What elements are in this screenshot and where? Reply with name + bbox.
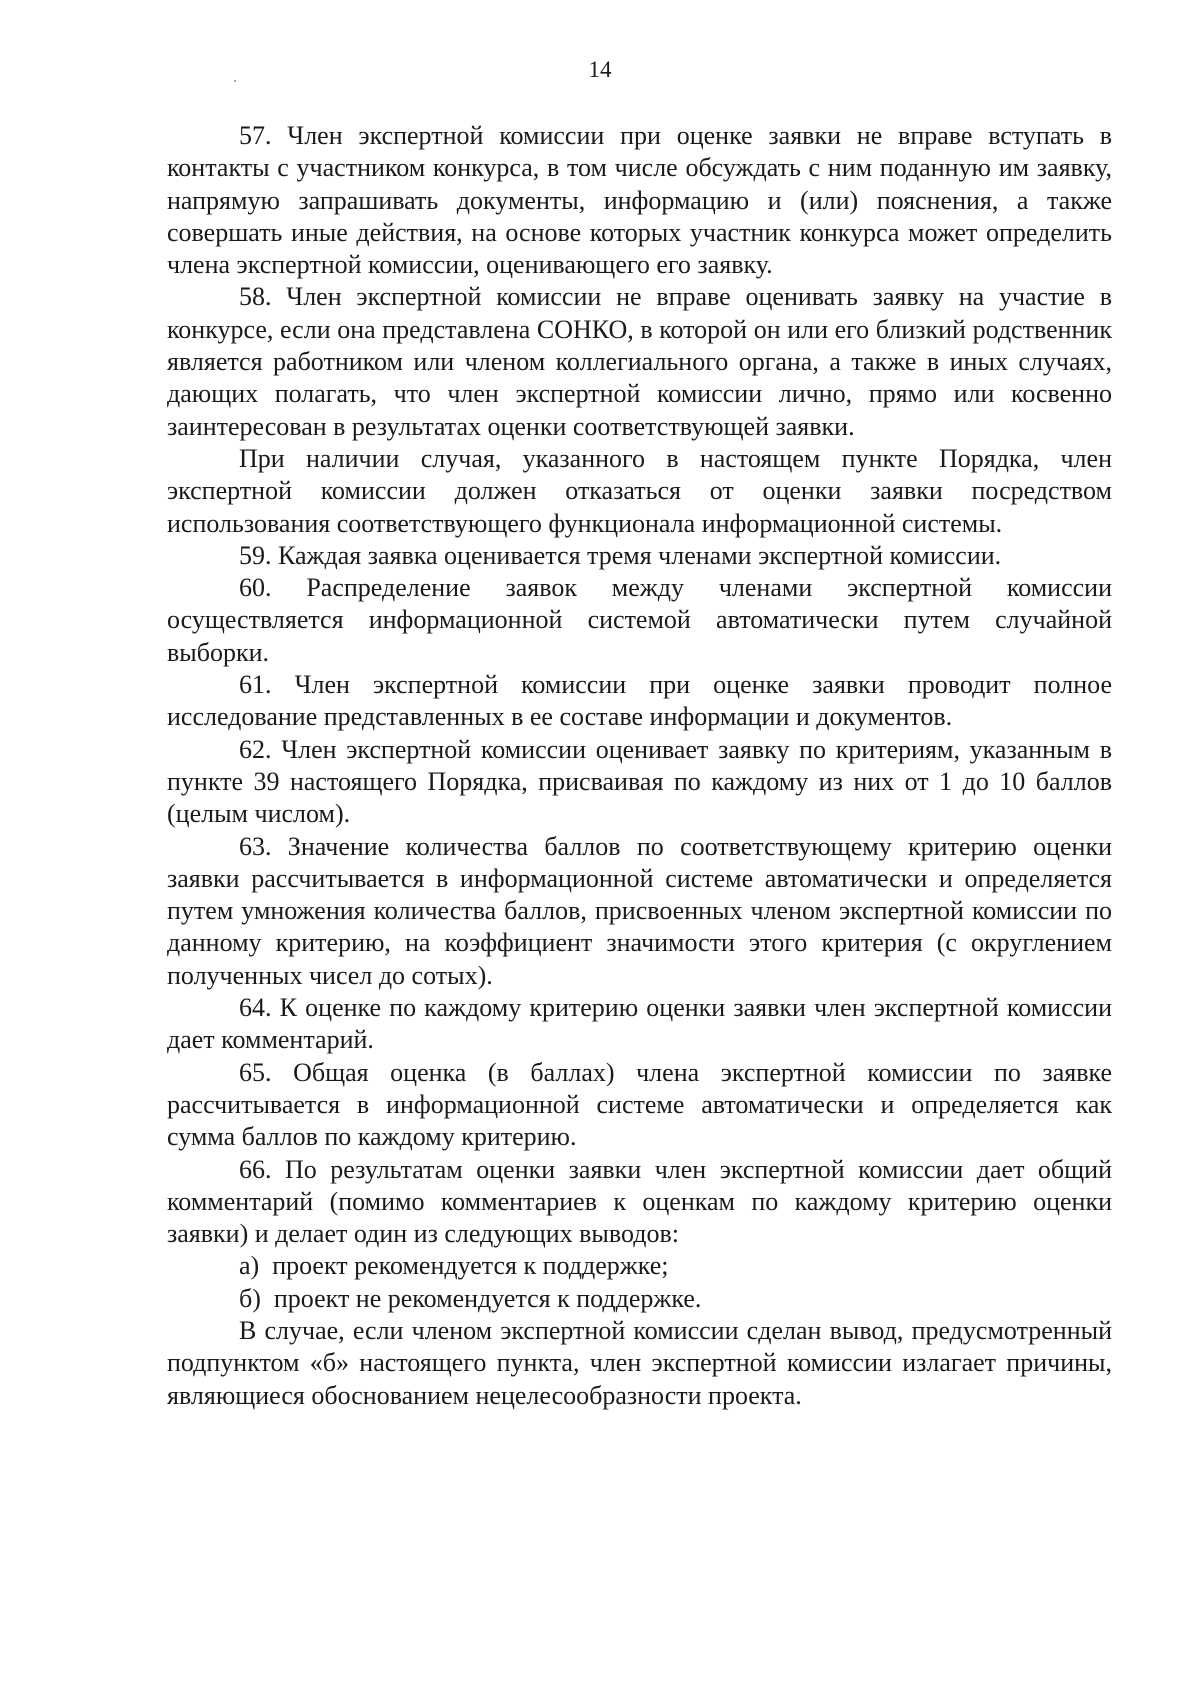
paragraph-64: 64. К оценке по каждому критерию оценки заявки член экспертной комиссии дает комментарий. [167, 993, 1112, 1055]
paragraph-58-continuation: При наличии случая, указанного в настоящем пункте Порядка, член экспертной комиссии должен отказаться от оценки заявки посредством использования соответствующего функционала информационной системы. [167, 443, 1112, 538]
paragraph-58: 58. Член экспертной комиссии не вправе оценивать заявку на участие в конкурсе, если она представлена СОНКО, в которой он или его близкий родственник является работником или членом коллегиального органа, а также в иных случаях, дающих полагать, что член экспертной комиссии лично, прямо или косвенно заинтересован в результатах оценки соответствующей заявки. [167, 282, 1112, 441]
paragraph-65: 65. Общая оценка (в баллах) члена экспертной комиссии по заявке рассчитывается в информационной системе автоматически и определяется как сумма баллов по каждому критерию. [167, 1057, 1112, 1152]
paragraph-62: 62. Член экспертной комиссии оценивает заявку по критериям, указанным в пункте 39 настоящего Порядка, присваивая по каждому из них от 1 до 10 баллов (целым числом). [167, 734, 1112, 829]
paragraph-63: 63. Значение количества баллов по соответствующему критерию оценки заявки рассчитывается в информационной системе автоматически и определяется путем умножения количества баллов, присвоенных членом экспертной комиссии по данному критерию, на коэффициент значимости этого критерия (с округлением полученных чисел до сотых). [167, 831, 1112, 990]
list-item-a: а) проект рекомендуется к поддержке; [239, 1251, 669, 1281]
page-number: 14 [588, 57, 612, 82]
paragraph-66: 66. По результатам оценки заявки член экспертной комиссии дает общий комментарий (помимо комментариев к оценкам по каждому критерию оценки заявки) и делает один из следующих выводов: [167, 1154, 1112, 1249]
paragraph-60: 60. Распределение заявок между членами экспертной комиссии осуществляется информационной системой автоматически путем случайной выборки. [167, 573, 1112, 667]
scan-speck [234, 80, 236, 82]
paragraph-59: 59. Каждая заявка оценивается тремя членами экспертной комиссии. [239, 540, 1002, 570]
paragraph-61: 61. Член экспертной комиссии при оценке заявки проводит полное исследование представленных в ее составе информации и документов. [167, 670, 1112, 732]
document-body [167, 120, 1112, 1412]
closing-paragraph: В случае, если членом экспертной комиссии сделан вывод, предусмотренный подпунктом «б» настоящего пункта, член экспертной комиссии излагает причины, являющиеся обоснованием нецелесообразности проекта. [167, 1315, 1112, 1410]
paragraph-57: 57. Член экспертной комиссии при оценке заявки не вправе вступать в контакты с участником конкурса, в том числе обсуждать с ним поданную им заявку, напрямую запрашивать документы, информацию и (или) пояснения, а также совершать иные действия, на основе которых участник конкурса может определить члена экспертной комиссии, оценивающего его заявку. [167, 121, 1112, 280]
list-item-b: б) проект не рекомендуется к поддержке. [239, 1283, 702, 1313]
